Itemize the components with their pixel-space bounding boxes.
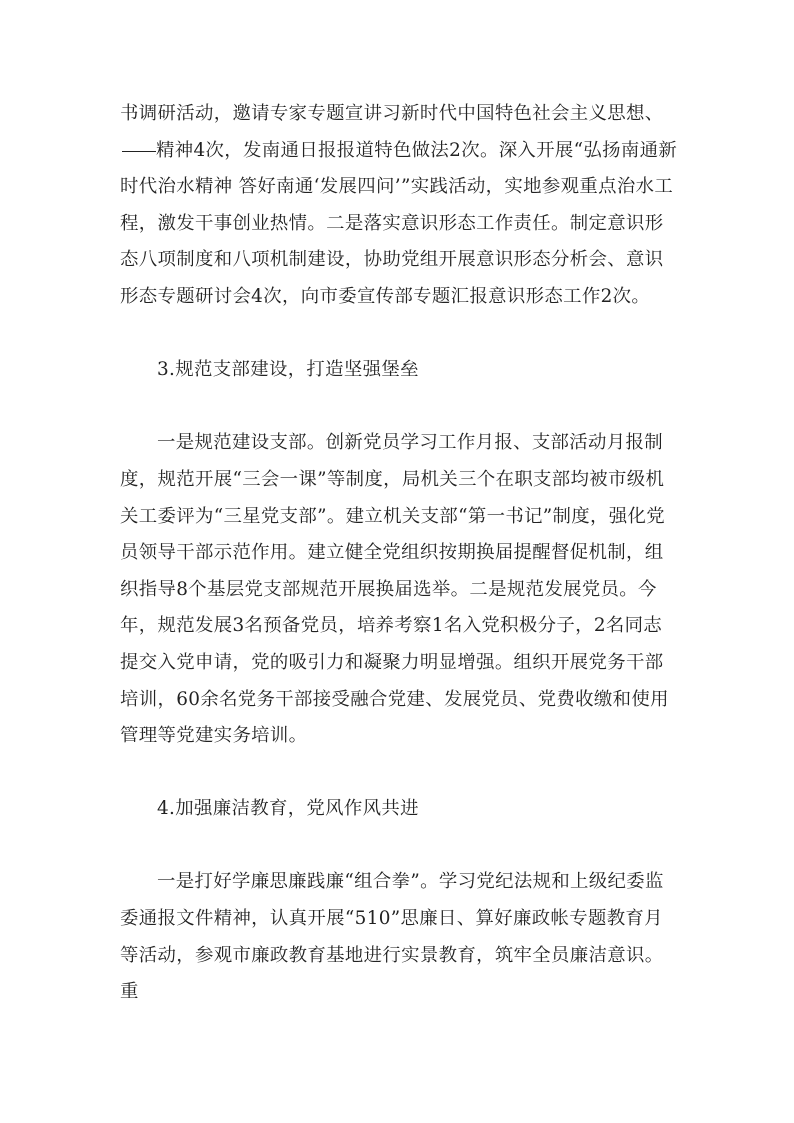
paragraph-gap — [120, 755, 680, 792]
paragraph-branch-building: 一是规范建设支部。创新党员学习工作月报、支部活动月报制度，规范开展“三会一课”等制度，局机关三个在职支部均被市级机关工委评为“三星党支部”。建立机关支部“第一书记”制度，强化党员领导干部示范作用。建立健全党组织按期换届提醒督促机制，组织指导8个基层党支部规范开展换届选举。二是规范发展党员。今年，规范发展3名预备党员，培养考察1名入党积极分子，2名同志提交入党申请，党的吸引力和凝聚力明显增强。组织开展党务干部培训，60余名党务干部接受融合党建、发展党员、党费收缴和使用管理等党建实务培训。 — [120, 432, 669, 747]
paragraph-gap — [120, 389, 680, 426]
paragraph-continuation-rest: 精神4次，发南通日报报道特色做法2次。深入开展“弘扬南通新时代治水精神 答好南通‘发展四问’”实践活动，实地参观重点治水工程，激发干事创业热情。二是落实意识形态工作责任。制定意识形态八项制度和八项机制建设，协助党组开展意识形态分析会、意识形态专题研讨会4次，向市委宣传部专题汇报意识形态工作2次。 — [120, 139, 678, 307]
section-heading-3: 3.规范支部建设，打造坚强堡垒 — [157, 359, 419, 381]
section-heading-4: 4.加强廉洁教育，党风作风共进 — [157, 798, 419, 820]
paragraph-continuation — [120, 96, 680, 316]
document-body — [120, 96, 680, 1011]
paragraph-gap — [120, 828, 680, 865]
paragraph-gap — [120, 316, 680, 353]
redacted-blank — [122, 150, 156, 152]
paragraph-integrity-education: 一是打好学廉思廉践廉“组合拳”。学习党纪法规和上级纪委监委通报文件精神，认真开展“510”思廉日、算好廉政帐专题教育月等活动，参观市廉政教育基地进行实景教育，筑牢全员廉洁意识。重 — [120, 871, 664, 1003]
paragraph-continuation-text: 书调研活动，邀请专家专题宣讲习新时代中国特色社会主义思想、 — [120, 103, 664, 124]
